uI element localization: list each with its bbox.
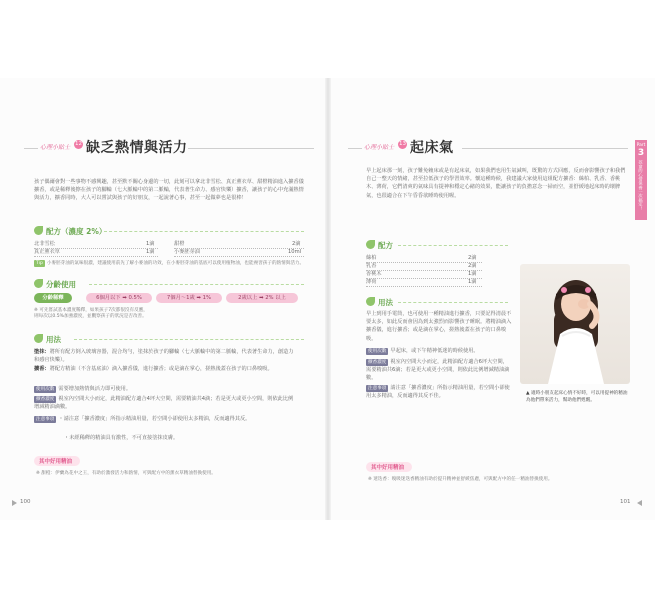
badge-label: 擴香濃度	[36, 397, 55, 402]
oil-box-text: ※ 迷迭香：嗅吸迷迭香精油有助於提升精神並舒緩焦慮，可與配方中的任一精油替換使用。	[368, 477, 553, 482]
usage-text: 將配方精油（不含基底油）滴入擴香儀，進行擴香；或是滴在掌心，搓熱後蓋在孩子的口鼻嗅吸。	[49, 366, 273, 372]
row-divider	[366, 262, 482, 263]
badge-text: ・請注意「擴香濃度」所指示精油用量，若空間小卻使用太多精油，反而適得其反。	[58, 416, 251, 422]
badge-label: 使用次數	[368, 349, 387, 354]
page-marker	[637, 500, 642, 506]
note-marker: Tip	[36, 261, 43, 266]
badge-row	[34, 415, 296, 423]
leaf-icon	[34, 334, 43, 343]
formula-qty: 10ml	[288, 249, 302, 255]
usage-section	[366, 297, 514, 417]
chapter-number: 3	[637, 148, 645, 158]
oil-box-text: ※ 甜橙：伊蘭為花中之王，有助於激發活力和熱情，可與配方中的薰衣草精油替換使用。	[36, 471, 216, 476]
row-divider	[366, 278, 482, 279]
section-header: 配方（濃度 2%）	[34, 226, 106, 237]
page-number: 100	[20, 499, 31, 505]
formula-qty: 2滴	[468, 255, 477, 261]
badge-label: 注意事項	[368, 386, 387, 391]
section-header: 分齡使用	[34, 279, 76, 290]
formula-qty: 2滴	[292, 241, 301, 247]
oil-box-title: 其中好用精油	[39, 459, 73, 465]
row-divider	[34, 256, 158, 257]
leaf-icon	[366, 297, 375, 306]
section-rule	[74, 339, 304, 340]
section-header: 用法	[34, 334, 61, 345]
page-number: 101	[620, 499, 631, 505]
formula-name: 乳香	[366, 263, 377, 269]
formula-section	[34, 226, 304, 272]
dilution-tab: 6個月以下 ➡ 0.5%	[86, 293, 152, 303]
intro-paragraph: 孩子偶爾會對一些事物不感興趣，甚至默不關心身邊的一切，此刻可以拿北非雪松、真正薰衣草、甜橙精油進入擴香儀擴香，或是稀釋後擦在孩子的腳輪（七大脈輪中的第二脈輪，代表著生命力、感官快樂）擴香，讓孩子的心中充滿熱情與活力，擴香同時，大人可以嘗試與孩子的好朋友，一起說著心事，甚至一起做夢也是很棒！	[34, 179, 304, 202]
formula-qty: 1滴	[146, 249, 155, 255]
tip-label: 心理小貼士	[40, 144, 71, 151]
chapter-title: 孩童的心情保養一次搞定！	[638, 160, 644, 211]
page-title: 起床氣	[410, 140, 454, 156]
section-rule	[104, 231, 304, 232]
section-rule	[398, 245, 508, 246]
usage-label: 擴香：	[34, 366, 50, 372]
title-rule	[188, 148, 314, 149]
row-divider	[366, 270, 482, 271]
formula-name: 香桃木	[366, 271, 382, 277]
badge-row	[366, 384, 512, 400]
formula-qty: 1滴	[468, 279, 477, 285]
badge-text: 視室內空間大小而定，此精油配方適合4坪大空間，需要精油共4滴；若是更大或更小空間，則依此比例增減精油滴數。	[34, 396, 294, 411]
formula-name: 甜橙	[174, 241, 185, 247]
oil-box	[34, 456, 314, 486]
intro-paragraph: 早上起床那一刻，孩子難免賴床或是有起床氣，如果我們也用生氣減叫，既驚的方式回應，反而會影響孩子和我們自己一整天的情緒，甚至拉低孩子的學習效率。懷這種時候，我建議大家使用這組配方擴香：絲柏、乳香、香桃木、薄荷，它們清爽的氣味具有提神和穩定心緒的效果，能讓孩子的負擔意念一掃而空，並舒緩地起床時的壞脾氣，也很適合在下午昏昏欲睡時使用喔。	[366, 168, 626, 199]
formula-section	[366, 240, 516, 290]
section-header: 配方	[366, 240, 393, 251]
photo-caption: ▲ 適時小朋友起床心情不好時，可以用提神的精油為他們帶來活力，幫助他們甦醒。	[526, 391, 628, 403]
row-divider	[34, 248, 158, 249]
formula-name: 真正薰衣草	[34, 249, 60, 255]
row-divider	[174, 248, 304, 249]
badge-label: 注意事項	[36, 417, 55, 422]
oil-box-title: 其中好用精油	[371, 465, 405, 471]
formula-qty: 1滴	[468, 271, 477, 277]
badge-label: 使用次數	[36, 387, 55, 392]
usage-label: 塗抹：	[34, 349, 50, 355]
left-title-block	[24, 137, 314, 157]
formula-qty: 1滴	[146, 241, 155, 247]
page-marker	[12, 500, 17, 506]
badge-row	[366, 358, 512, 383]
leaf-icon	[366, 240, 375, 249]
formula-name: 薄荷	[366, 279, 377, 285]
formula-name: 絲柏	[366, 255, 377, 261]
oil-box	[366, 462, 628, 492]
page-title: 缺乏熱情與活力	[86, 140, 188, 156]
usage-text: 早上到用手電筒，也可使用一種精油進行擴香，只要記得清晨不要太多，如此反而會因為到太強烈而影響孩子睡眠。將精油滴入擴香儀，進行擴香；或是滴在掌心，搓熱後蓋在孩子的口鼻嗅吸。	[366, 311, 512, 342]
title-rule	[24, 148, 38, 149]
chapter-tab	[635, 140, 647, 220]
book-gutter	[325, 78, 331, 520]
right-title-block	[348, 137, 628, 157]
child-photo	[520, 264, 630, 384]
usage-text: 將所有配方倒入玻璃容器，混合均勻，塗抹於孩子的腳輪（七大脈輪中的第二脈輪，代表著生命力，創造力和感官快樂）。	[34, 349, 294, 364]
section-header: 用法	[366, 297, 393, 308]
badge-row	[34, 385, 296, 393]
badge-row	[34, 395, 296, 411]
tip-label: 心理小貼士	[364, 144, 395, 151]
child-illustration	[520, 264, 630, 384]
section-rule	[398, 302, 508, 303]
dilution-section	[34, 279, 304, 319]
badge-label: 擴香濃度	[368, 360, 387, 365]
dilution-note: ※ 可先嘗試基本濃度稀釋，如果孩子7次都很沒有反應，	[34, 308, 148, 313]
dilution-note: 則每次以0.5%加強濃度，並觀察孩子的狀況是否改善。	[34, 314, 147, 319]
dilution-tab: 7個月～1歲 ➡ 1%	[156, 293, 222, 303]
dilution-tab: 2歲以上 ➡ 2% 以上	[226, 293, 298, 303]
row-divider	[366, 286, 482, 287]
extra-note: ・未經稀釋的精油具有激性，不可直接塗抹皮膚。	[64, 435, 179, 441]
section-rule	[89, 284, 304, 285]
chapter-part: Part	[636, 143, 646, 148]
tip-number: 13	[399, 141, 406, 147]
title-rule	[348, 148, 362, 149]
badge-text: 早起床，或下午精神低迷的時候使用。	[390, 348, 479, 354]
usage-item	[34, 348, 296, 364]
usage-item	[34, 365, 296, 373]
leaf-icon	[34, 279, 43, 288]
badge-text: 需要增加熱情與活力即可使用。	[58, 386, 132, 392]
leaf-icon	[34, 226, 43, 235]
dilution-tab-label: 分齡稀釋	[34, 293, 72, 303]
formula-qty: 2滴	[468, 263, 477, 269]
formula-name: 北非雪松	[34, 241, 55, 247]
formula-name: 小麥胚芽油	[174, 249, 200, 255]
usage-section	[34, 334, 304, 452]
formula-note: Tip 小麥胚芽油的氣味很濃，建議使用前先了解小麥油的功效，在小麥胚芽油的基底可以使用植物油，也能複習孩子的熱情與活力。	[36, 261, 305, 266]
row-divider	[174, 256, 304, 257]
badge-row	[366, 347, 512, 355]
tip-number: 12	[75, 141, 82, 147]
badge-text: 請注意「擴香濃度」所指示精油用量，若空間小卻使用太多精油，反而適得其反不佳。	[366, 385, 510, 400]
badge-text: 視室內空間大小而定，此精油配方適合6坪大空間，需要精油共6滴；若是更大或更小空間，則依此比例增減精油滴數。	[366, 359, 510, 382]
title-rule	[462, 148, 628, 149]
